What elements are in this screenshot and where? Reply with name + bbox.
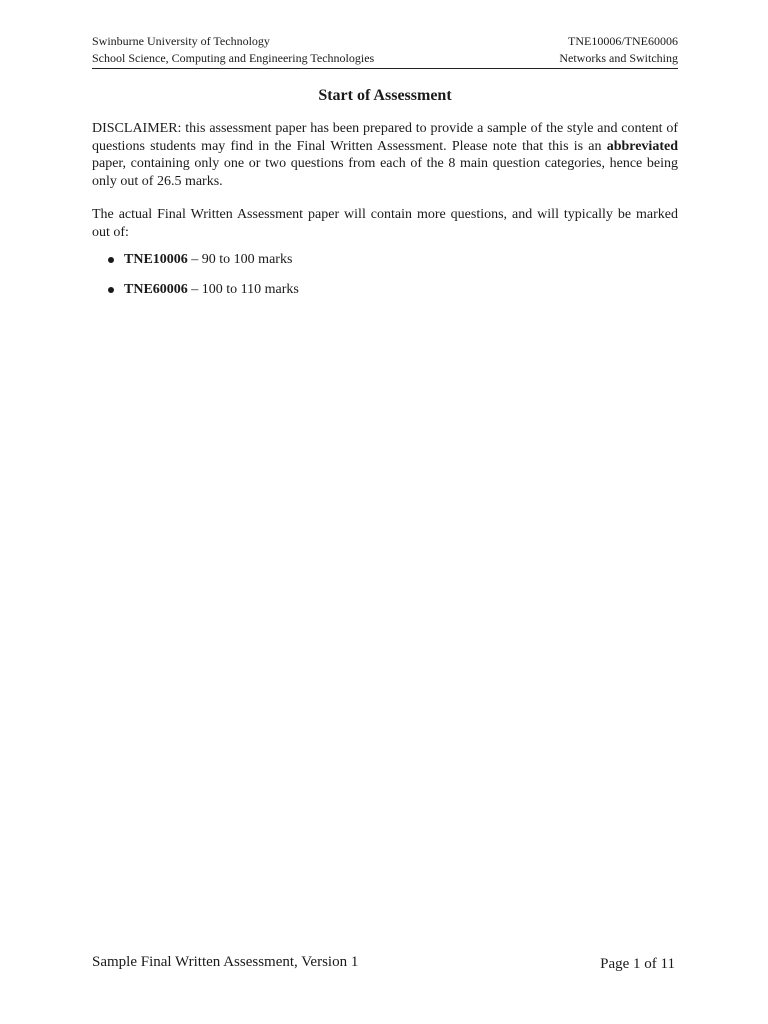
disclaimer-bold-word: abbreviated [606,138,678,154]
unit-codes: TNE10006/TNE60006 [568,34,678,48]
page-header [92,33,678,67]
footer-document-title: Sample Final Written Assessment, Version 1 [92,954,359,970]
header-row-1 [92,33,678,50]
document-body [92,120,678,311]
bullet-icon [108,257,114,263]
header-divider [92,68,678,69]
marks-range: – 90 to 100 marks [187,252,293,268]
actual-paper-paragraph: The actual Final Written Assessment paper will contain more questions, and will typically be marked out of: [92,206,678,240]
university-name: Swinburne University of Technology [92,34,270,48]
marks-list-item [92,281,678,299]
unit-code-label: TNE60006 [124,281,188,297]
footer-page-number: Page 1 of 11 [600,956,675,972]
page-title: Start of Assessment [318,87,452,104]
disclaimer-paragraph [92,120,678,191]
unit-name: Networks and Switching [559,51,678,65]
school-name: School Science, Computing and Engineering Technologies [92,51,375,65]
disclaimer-text-end: paper, containing only one or two questions from each of the 8 main question categories, hence being only out of 26.5 marks. [92,156,678,190]
unit-code-label: TNE10006 [124,252,188,268]
marks-range: – 100 to 110 marks [187,281,299,297]
bullet-icon [108,287,114,293]
marks-list [92,251,678,298]
disclaimer-text-start: DISCLAIMER: this assessment paper has been prepared to provide a sample of the style and content of questions students may find in the Final Written Assessment. Please note that this is an [92,121,678,154]
header-row-2 [92,50,678,67]
marks-list-item [92,251,678,269]
